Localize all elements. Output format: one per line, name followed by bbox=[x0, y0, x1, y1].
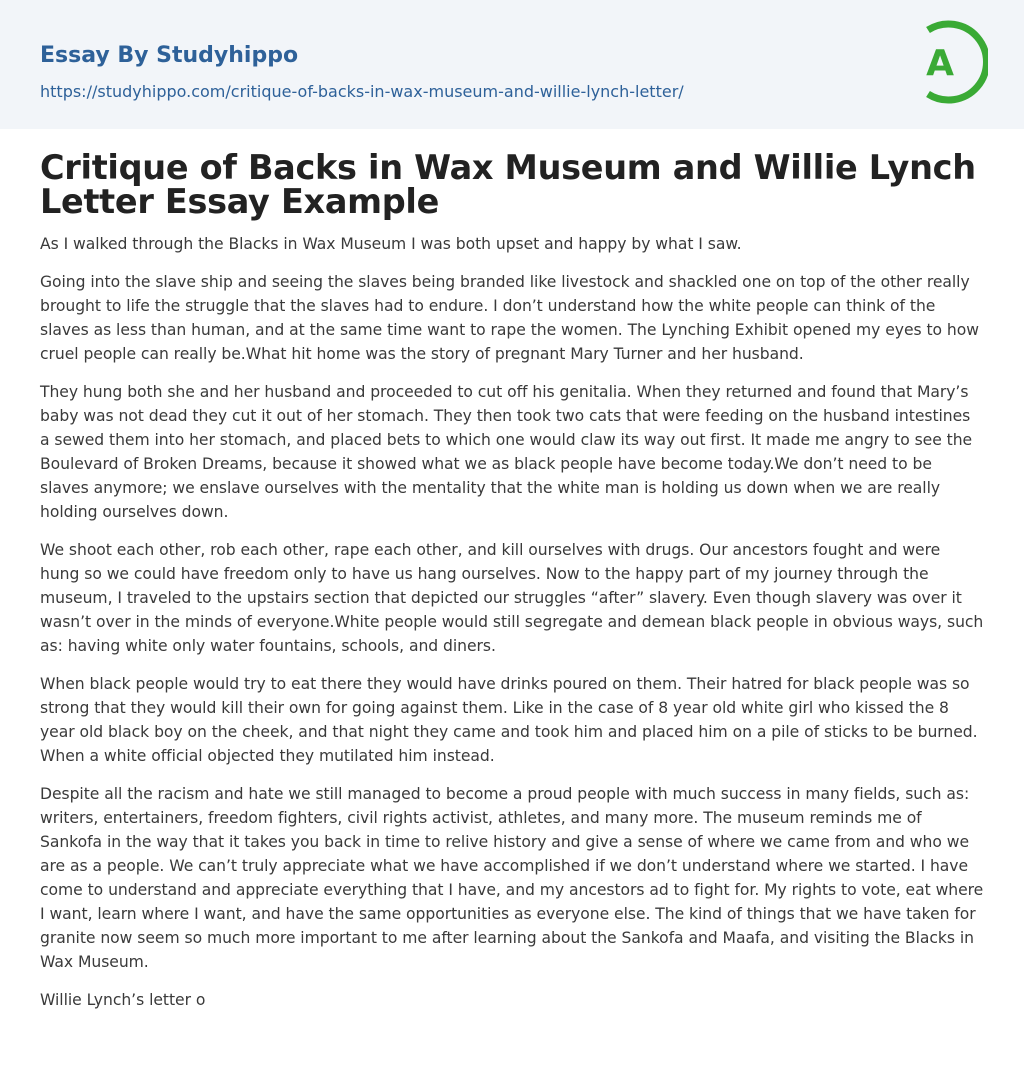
site-title[interactable]: Essay By Studyhippo bbox=[40, 43, 299, 68]
logo-letter: A bbox=[926, 43, 954, 84]
studyhippo-logo-icon[interactable] bbox=[910, 18, 988, 106]
page-title: Critique of Backs in Wax Museum and Willie Lynch Letter Essay Example bbox=[40, 148, 976, 221]
paragraph: We shoot each other, rob each other, rape each other, and kill ourselves with drugs. Our ancestors fought and were hung so we could have freedom only to have us hang ourselves. Now to the happy part of my journey through the museum, I traveled to the upstairs section that depicted our struggles “after” slavery. Even though slavery was over it wasn’t over in the minds of everyone.White people would still segregate and demean black people in obvious ways, such as: having white only water fountains, schools, and diners. bbox=[40, 541, 984, 655]
page-url-link[interactable]: https://studyhippo.com/critique-of-backs-in-wax-museum-and-willie-lynch-letter/ bbox=[40, 82, 684, 101]
article-body bbox=[0, 148, 1024, 1012]
paragraph: Willie Lynch’s letter o bbox=[40, 991, 206, 1009]
paragraph: They hung both she and her husband and proceeded to cut off his genitalia. When they returned and found that Mary’s baby was not dead they cut it out of her stomach. They then took two cats that were feeding on the husband intestines a sewed them into her stomach, and placed bets to which one would claw its way out first. It made me angry to see the Boulevard of Broken Dreams, because it showed what we as black people have become today.We don’t need to be slaves anymore; we enslave ourselves with the mentality that the white man is holding us down when we are really holding ourselves down. bbox=[40, 383, 973, 521]
paragraph: When black people would try to eat there they would have drinks poured on them. Their hatred for black people was so strong that they would kill their own for going against them. Like in the case of 8 year old white girl who kissed the 8 year old black boy on the cheek, and that night they came and took him and placed him on a pile of sticks to be burned. When a white official objected they mutilated him instead. bbox=[40, 675, 978, 765]
site-header bbox=[0, 0, 1024, 129]
paragraph: As I walked through the Blacks in Wax Museum I was both upset and happy by what I saw. bbox=[40, 235, 742, 253]
paragraph: Going into the slave ship and seeing the slaves being branded like livestock and shackled one on top of the other really brought to life the struggle that the slaves had to endure. I don’t understand how the white people can think of the slaves as less than human, and at the same time want to rape the women. The Lynching Exhibit opened my eyes to how cruel people can really be.What hit home was the story of pregnant Mary Turner and her husband. bbox=[40, 273, 979, 363]
paragraph: Despite all the racism and hate we still managed to become a proud people with much success in many fields, such as: writers, entertainers, freedom fighters, civil rights activist, athletes, and many more. The museum reminds me of Sankofa in the way that it takes you back in time to relive history and give a sense of where we came from and who we are as a people. We can’t truly appreciate what we have accomplished if we don’t understand where we started. I have come to understand and appreciate everything that I have, and my ancestors ad to fight for. My rights to vote, eat where I want, learn where I want, and have the same opportunities as everyone else. The kind of things that we have taken for granite now seem so much more important to me after learning about the Sankofa and Maafa, and visiting the Blacks in Wax Museum. bbox=[40, 785, 984, 971]
